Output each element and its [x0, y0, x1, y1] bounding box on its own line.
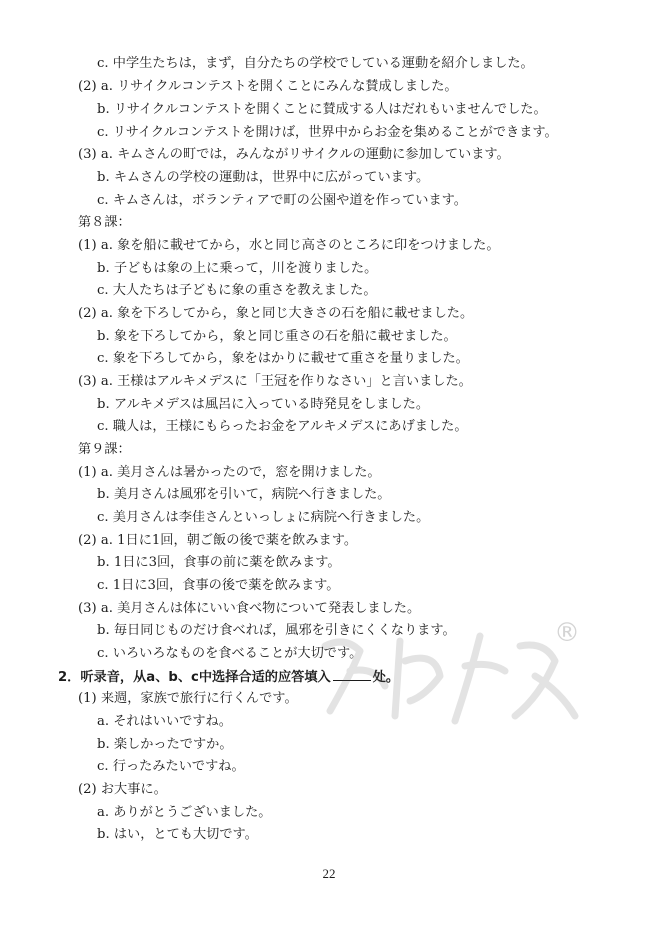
lesson-heading: 第８課： — [78, 215, 131, 230]
option-line: a. ありがとうございました。 — [97, 805, 272, 820]
question-line: (2) a. 象を下ろしてから，象と同じ大きさの石を船に載せました。 — [78, 306, 474, 321]
option-line: b. 楽しかったですか。 — [97, 737, 233, 752]
option-line: c. 職人は，王様にもらったお金をアルキメデスにあげました。 — [97, 419, 468, 434]
question-line: (2) お大事に。 — [78, 782, 167, 797]
option-line: b. 象を下ろしてから，象と同じ重さの石を船に載せました。 — [97, 329, 457, 344]
option-line: c. いろいろなものを食べることが大切です。 — [97, 646, 363, 661]
option-line: b. 毎日同じものだけ食べれば，風邪を引きにくくなります。 — [97, 623, 456, 638]
option-line: c. 象を下ろしてから，象をはかりに載せて重さを量りました。 — [97, 351, 469, 366]
option-line: c. キムさんは，ボランティアで町の公園や道を作っています。 — [97, 193, 467, 208]
question-line: (3) a. キムさんの町では，みんながリサイクルの運動に参加しています。 — [78, 147, 510, 162]
option-line: c. 行ったみたいですね。 — [97, 759, 245, 774]
option-line: b. はい，とても大切です。 — [97, 827, 258, 842]
section-heading-suffix: 处。 — [372, 670, 400, 685]
section-heading-text: 2．听录音，从a、b、c中选择合适的应答填入 — [58, 670, 331, 685]
registered-mark: ® — [554, 618, 580, 648]
option-line: a. それはいいですね。 — [97, 714, 232, 729]
option-line: c. 中学生たちは，まず，自分たちの学校でしている運動を紹介しました。 — [97, 56, 534, 71]
option-line: b. キムさんの学校の運動は，世界中に広がっています。 — [97, 170, 430, 185]
question-line: (1) a. 美月さんは暑かったので，窓を開けました。 — [78, 465, 381, 480]
answer-blank — [333, 668, 371, 681]
option-line: c. 美月さんは李佳さんといっしょに病院へ行きました。 — [97, 510, 430, 525]
option-line: b. 美月さんは風邪を引いて，病院へ行きました。 — [97, 487, 391, 502]
option-line: b. 1日に3回，食事の前に薬を飲みます。 — [97, 555, 341, 570]
question-line: (1) 来週，家族で旅行に行くんです。 — [78, 691, 298, 706]
question-line: (2) a. 1日に1回，朝ご飯の後で薬を飲みます。 — [78, 533, 358, 548]
section-heading — [58, 668, 399, 687]
option-line: c. 1日に3回，食事の後で薬を飲みます。 — [97, 578, 340, 593]
lesson-heading: 第９課： — [78, 442, 131, 457]
option-line: b. リサイクルコンテストを開くことに賛成する人はだれもいませんでした。 — [97, 102, 547, 117]
option-line: b. 子どもは象の上に乗って，川を渡りました。 — [97, 261, 378, 276]
page-number: 22 — [322, 866, 336, 881]
question-line: (3) a. 王様はアルキメデスに「王冠を作りなさい」と言いました。 — [78, 374, 472, 389]
question-line: (1) a. 象を船に載せてから，水と同じ高さのところに印をつけました。 — [78, 238, 500, 253]
option-line: c. 大人たちは子どもに象の重さを教えました。 — [97, 283, 377, 298]
question-line: (2) a. リサイクルコンテストを開くことにみんな賛成しました。 — [78, 79, 458, 94]
option-line: b. アルキメデスは風呂に入っている時発見をしました。 — [97, 397, 430, 412]
option-line: c. リサイクルコンテストを開けば，世界中からお金を集めることができます。 — [97, 125, 558, 140]
question-line: (3) a. 美月さんは体にいい食べ物について発表しました。 — [78, 601, 421, 616]
